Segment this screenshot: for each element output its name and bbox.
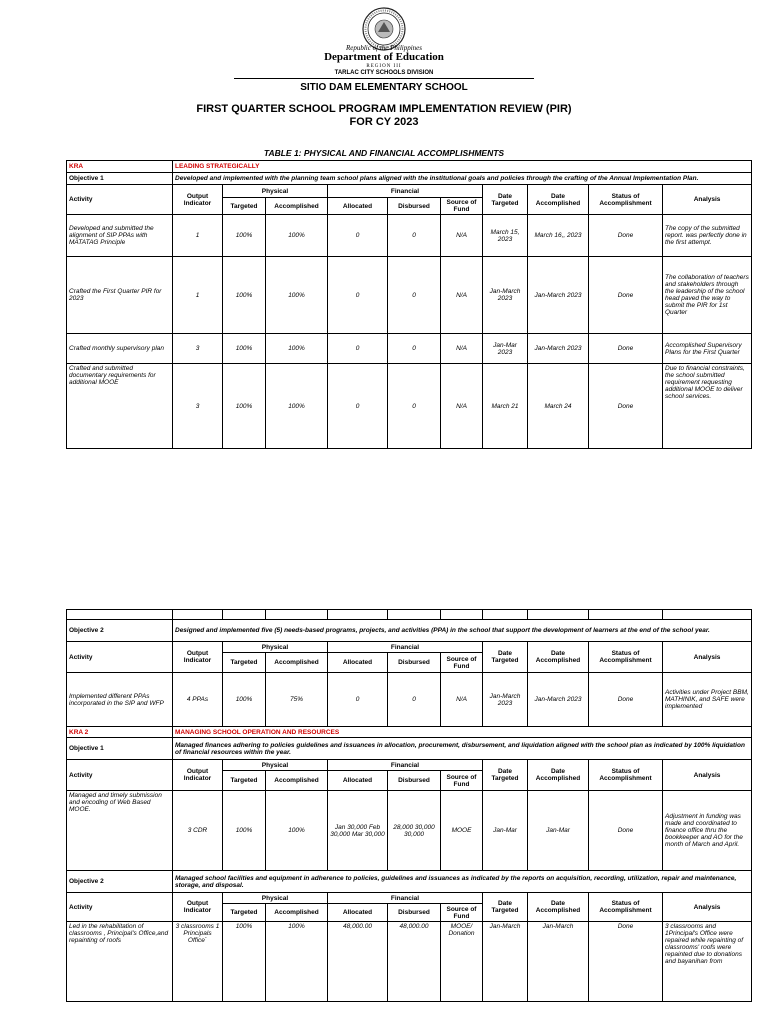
cell-status: Done	[589, 673, 663, 727]
cell-disbursed: 0	[388, 364, 441, 449]
col-status: Status of Accomplishment	[589, 642, 663, 673]
cell-targeted: 100%	[223, 673, 266, 727]
col-activity: Activity	[67, 760, 173, 791]
table-row	[67, 673, 752, 727]
col-output: Output Indicator	[173, 760, 223, 791]
col-date-accomplished: Date Accomplished	[528, 185, 589, 215]
cell-activity: Crafted the First Quarter PIR for 2023	[67, 257, 173, 334]
cell-date-targeted: March 21	[483, 364, 528, 449]
col-date-accomplished: Date Accomplished	[528, 760, 589, 791]
objective-label: Objective 1	[67, 738, 173, 760]
region-line: REGION III	[366, 64, 402, 69]
cell-targeted: 100%	[223, 215, 266, 257]
cell-accomplished: 100%	[266, 922, 328, 1002]
cell-source: MOOE/ Donation	[441, 922, 483, 1002]
kra-label: KRA 2	[67, 727, 173, 738]
col-status: Status of Accomplishment	[589, 893, 663, 922]
col-analysis: Analysis	[663, 642, 752, 673]
col-accomplished: Accomplished	[266, 198, 328, 215]
kra-title: LEADING STRATEGICALLY	[173, 161, 752, 173]
cell-analysis: Adjustment in funding was made and coordinated to finance office thru the bookkeeper and AO for the month of March and April.	[663, 791, 752, 871]
col-status: Status of Accomplishment	[589, 760, 663, 791]
header-row	[67, 760, 752, 771]
objective-label: Objective 1	[67, 173, 173, 185]
col-activity: Activity	[67, 893, 173, 922]
header-row	[67, 893, 752, 904]
col-analysis: Analysis	[663, 185, 752, 215]
cell-analysis: The copy of the submitted report. was perfectly done in the first attempt.	[663, 215, 752, 257]
accomplishments-table-2	[66, 609, 752, 1002]
empty-cell	[589, 610, 663, 620]
cell-date-accomplished: Jan-March 2023	[528, 673, 589, 727]
cell-output: 1	[173, 257, 223, 334]
col-physical: Physical	[223, 642, 328, 653]
objective-label: Objective 2	[67, 620, 173, 642]
col-allocated: Allocated	[328, 771, 388, 791]
col-accomplished: Accomplished	[266, 771, 328, 791]
kra-title: MANAGING SCHOOL OPERATION AND RESOURCES	[173, 727, 752, 738]
cell-activity: Crafted and submitted documentary requirements for additional MOOE	[67, 364, 173, 449]
objective-text: Developed and implemented with the planning team school plans aligned with the institutional goals and policies through the crafting of the Annual Implementation Plan.	[173, 173, 752, 185]
empty-cell	[663, 610, 752, 620]
table-row	[67, 791, 752, 871]
cell-date-targeted: March 15, 2023	[483, 215, 528, 257]
col-source: Source of Fund	[441, 653, 483, 673]
col-date-accomplished: Date Accomplished	[528, 893, 589, 922]
objective-row	[67, 871, 752, 893]
col-analysis: Analysis	[663, 760, 752, 791]
cell-disbursed: 28,000 30,000 30,000	[388, 791, 441, 871]
cell-analysis: The collaboration of teachers and stakeholders through the leadership of the school head paved the way to submit the PIR for 1st Quarter	[663, 257, 752, 334]
cell-output: 4 PPAs	[173, 673, 223, 727]
cell-output: 1	[173, 215, 223, 257]
col-allocated: Allocated	[328, 198, 388, 215]
title-line-2: FOR CY 2023	[349, 116, 419, 128]
empty-cell	[67, 610, 173, 620]
cell-source: MOOE	[441, 791, 483, 871]
objective-text: Designed and implemented five (5) needs-based programs, projects, and activities (PPA) in the school that support the development of learners at the end of the school year.	[173, 620, 752, 642]
col-date-targeted: Date Targeted	[483, 185, 528, 215]
page-title	[0, 103, 768, 129]
cell-activity: Implemented different PPAs incorporated in the SIP and WFP	[67, 673, 173, 727]
cell-source: N/A	[441, 673, 483, 727]
cell-accomplished: 100%	[266, 257, 328, 334]
empty-cell	[173, 610, 223, 620]
cell-allocated: 0	[328, 215, 388, 257]
cell-source: N/A	[441, 364, 483, 449]
cell-status: Done	[589, 257, 663, 334]
cell-date-accomplished: Jan-March	[528, 922, 589, 1002]
col-date-targeted: Date Targeted	[483, 760, 528, 791]
header-row	[67, 185, 752, 198]
objective-row	[67, 738, 752, 760]
col-date-targeted: Date Targeted	[483, 642, 528, 673]
school-name: SITIO DAM ELEMENTARY SCHOOL	[300, 82, 468, 93]
col-physical: Physical	[223, 185, 328, 198]
empty-cell	[266, 610, 328, 620]
cell-disbursed: 0	[388, 215, 441, 257]
cell-status: Done	[589, 364, 663, 449]
division-line: TARLAC CITY SCHOOLS DIVISION	[334, 70, 434, 76]
cell-status: Done	[589, 215, 663, 257]
cell-date-targeted: Jan-March 2023	[483, 257, 528, 334]
col-allocated: Allocated	[328, 904, 388, 922]
cell-source: N/A	[441, 334, 483, 364]
empty-cell	[483, 610, 528, 620]
objective-text: Managed school facilities and equipment in adherence to policies, guidelines and issuances as indicated by the reports on acquisition, recording, utilization, repair and maintenance, storage, and disposal.	[173, 871, 752, 893]
cell-targeted: 100%	[223, 791, 266, 871]
cell-source: N/A	[441, 215, 483, 257]
cell-analysis: Accomplished Supervisory Plans for the First Quarter	[663, 334, 752, 364]
cell-date-accomplished: Jan-Mar	[528, 791, 589, 871]
cell-accomplished: 100%	[266, 791, 328, 871]
cell-output: 3 classrooms 1 Principals Office`	[173, 922, 223, 1002]
cell-targeted: 100%	[223, 922, 266, 1002]
cell-targeted: 100%	[223, 257, 266, 334]
col-source: Source of Fund	[441, 904, 483, 922]
empty-cell	[441, 610, 483, 620]
objective-label: Objective 2	[67, 871, 173, 893]
col-activity: Activity	[67, 185, 173, 215]
col-financial: Financial	[328, 760, 483, 771]
cell-allocated: 0	[328, 364, 388, 449]
col-targeted: Targeted	[223, 198, 266, 215]
cell-allocated: 48,000.00	[328, 922, 388, 1002]
objective-text: Managed finances adhering to policies guidelines and issuances in allocation, procurement, disbursement, and liquidation aligned with the school plan as indicated by 100% liquidation of financial resources within the year.	[173, 738, 752, 760]
cell-disbursed: 48,000.00	[388, 922, 441, 1002]
col-source: Source of Fund	[441, 198, 483, 215]
kra-row	[67, 727, 752, 738]
department-name: Department of Education	[324, 51, 444, 63]
col-physical: Physical	[223, 760, 328, 771]
header-divider	[234, 78, 534, 79]
col-disbursed: Disbursed	[388, 904, 441, 922]
cell-allocated: 0	[328, 334, 388, 364]
empty-cell	[388, 610, 441, 620]
cell-accomplished: 100%	[266, 334, 328, 364]
cell-output: 3 CDR	[173, 791, 223, 871]
col-financial: Financial	[328, 893, 483, 904]
cell-status: Done	[589, 334, 663, 364]
objective-row	[67, 173, 752, 185]
table-caption: TABLE 1: PHYSICAL AND FINANCIAL ACCOMPLISHMENTS	[263, 148, 505, 158]
cell-date-accomplished: March 16,, 2023	[528, 215, 589, 257]
col-disbursed: Disbursed	[388, 198, 441, 215]
col-output: Output Indicator	[173, 185, 223, 215]
col-disbursed: Disbursed	[388, 771, 441, 791]
col-accomplished: Accomplished	[266, 653, 328, 673]
cell-source: N/A	[441, 257, 483, 334]
kra-label: KRA	[67, 161, 173, 173]
empty-cell	[223, 610, 266, 620]
cell-activity: Managed and timely submission and encoding of Web Based MOOE.	[67, 791, 173, 871]
col-accomplished: Accomplished	[266, 904, 328, 922]
accomplishments-table-1	[66, 160, 752, 449]
empty-cell	[528, 610, 589, 620]
col-output: Output Indicator	[173, 642, 223, 673]
col-status: Status of Accomplishment	[589, 185, 663, 215]
col-disbursed: Disbursed	[388, 653, 441, 673]
col-date-targeted: Date Targeted	[483, 893, 528, 922]
cell-allocated: Jan 30,000 Feb 30,000 Mar 30,000	[328, 791, 388, 871]
table-row	[67, 922, 752, 1002]
col-targeted: Targeted	[223, 771, 266, 791]
header-row	[67, 642, 752, 653]
cell-date-targeted: Jan-March 2023	[483, 673, 528, 727]
cell-accomplished: 100%	[266, 364, 328, 449]
cell-date-targeted: Jan-Mar	[483, 791, 528, 871]
table-row	[67, 215, 752, 257]
cell-analysis: Due to financial constraints, the school submitted requirement requesting additional MOOE to deliver school services.	[663, 364, 752, 449]
col-output: Output Indicator	[173, 893, 223, 922]
cell-date-accomplished: March 24	[528, 364, 589, 449]
kra-row	[67, 161, 752, 173]
objective-row	[67, 620, 752, 642]
cell-output: 3	[173, 334, 223, 364]
cell-activity: Led in the rehabilitation of classrooms , Principal's Office,and repainting of roofs	[67, 922, 173, 1002]
col-financial: Financial	[328, 185, 483, 198]
empty-cell	[328, 610, 388, 620]
cell-disbursed: 0	[388, 673, 441, 727]
col-targeted: Targeted	[223, 653, 266, 673]
title-line-1: FIRST QUARTER SCHOOL PROGRAM IMPLEMENTATION REVIEW (PIR)	[196, 103, 572, 115]
cell-allocated: 0	[328, 257, 388, 334]
cell-disbursed: 0	[388, 334, 441, 364]
cell-analysis: 3 classrooms and 1Principal's Office were repaired while repainting of classrooms' roofs were repainted due to donations and bayanihan from	[663, 922, 752, 1002]
cell-analysis: Activities under Project BBM, MATHINIK, and SAFE were implemented	[663, 673, 752, 727]
col-targeted: Targeted	[223, 904, 266, 922]
col-date-accomplished: Date Accomplished	[528, 642, 589, 673]
cell-status: Done	[589, 791, 663, 871]
col-physical: Physical	[223, 893, 328, 904]
cell-targeted: 100%	[223, 334, 266, 364]
cell-disbursed: 0	[388, 257, 441, 334]
cell-accomplished: 100%	[266, 215, 328, 257]
empty-row	[67, 610, 752, 620]
cell-allocated: 0	[328, 673, 388, 727]
col-allocated: Allocated	[328, 653, 388, 673]
cell-activity: Developed and submitted the alignment of SIP PPAs with MATATAG Principle	[67, 215, 173, 257]
cell-accomplished: 75%	[266, 673, 328, 727]
col-financial: Financial	[328, 642, 483, 653]
cell-targeted: 100%	[223, 364, 266, 449]
col-analysis: Analysis	[663, 893, 752, 922]
col-source: Source of Fund	[441, 771, 483, 791]
cell-date-targeted: Jan-Mar 2023	[483, 334, 528, 364]
cell-activity: Crafted monthly supervisory plan	[67, 334, 173, 364]
cell-output: 3	[173, 364, 223, 449]
cell-date-targeted: Jan-March	[483, 922, 528, 1002]
cell-date-accomplished: Jan-March 2023	[528, 334, 589, 364]
table-row	[67, 334, 752, 364]
table-row	[67, 364, 752, 449]
table-row	[67, 257, 752, 334]
cell-date-accomplished: Jan-March 2023	[528, 257, 589, 334]
republic-line: Republic of the Philippines	[345, 44, 422, 52]
col-activity: Activity	[67, 642, 173, 673]
cell-status: Done	[589, 922, 663, 1002]
